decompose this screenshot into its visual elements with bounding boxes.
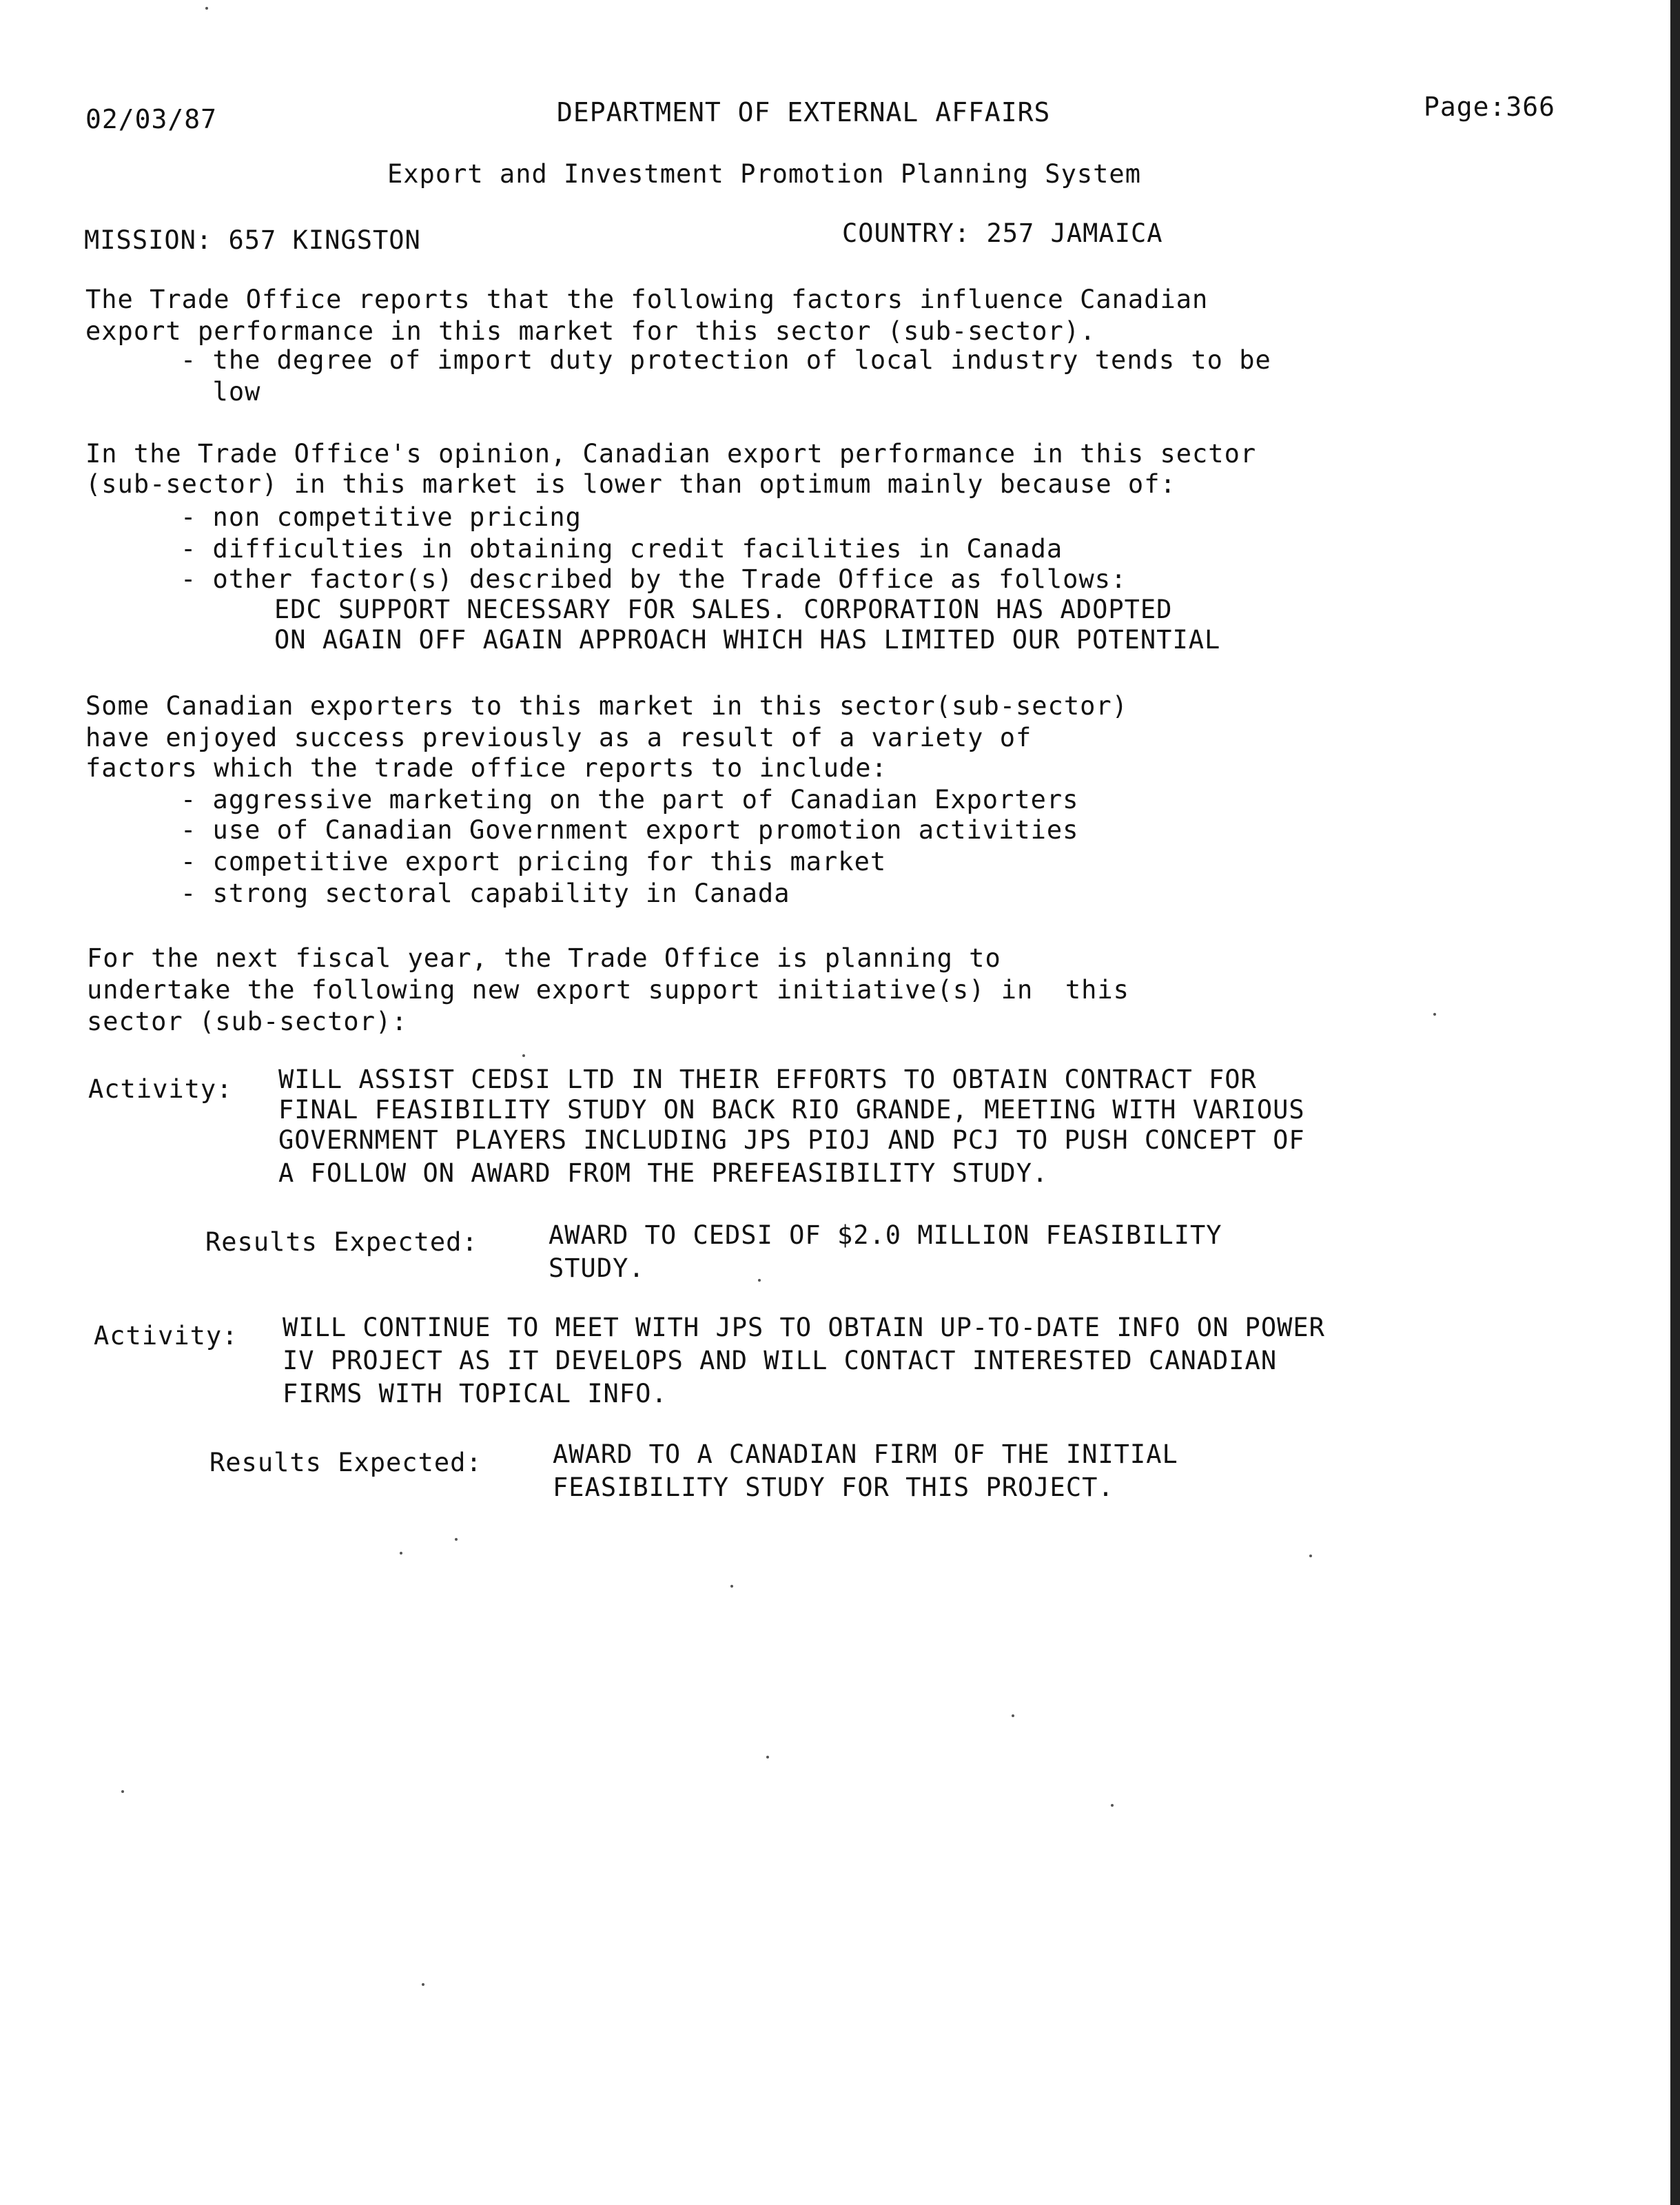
activity-line: GOVERNMENT PLAYERS INCLUDING JPS PIOJ AND PCJ TO PUSH CONCEPT OF bbox=[278, 1125, 1305, 1155]
scan-speck bbox=[1012, 1714, 1014, 1717]
results-line: FEASIBILITY STUDY FOR THIS PROJECT. bbox=[553, 1473, 1114, 1502]
mission-label: MISSION: 657 KINGSTON bbox=[84, 225, 421, 255]
section4-line: undertake the following new export support initiative(s) in this bbox=[87, 975, 1129, 1005]
activity-line: A FOLLOW ON AWARD FROM THE PREFEASIBILITY STUDY. bbox=[278, 1158, 1049, 1188]
section3-line: factors which the trade office reports to include: bbox=[85, 753, 888, 783]
results-line: AWARD TO CEDSI OF $2.0 MILLION FEASIBILITY bbox=[549, 1220, 1222, 1250]
scan-speck bbox=[1111, 1804, 1114, 1807]
section2-line: In the Trade Office's opinion, Canadian export performance in this sector bbox=[85, 439, 1257, 469]
system-title: Export and Investment Promotion Planning System bbox=[387, 159, 1141, 189]
department-title: DEPARTMENT OF EXTERNAL AFFAIRS bbox=[557, 97, 1051, 127]
scan-speck bbox=[522, 1054, 525, 1057]
activity-line: IV PROJECT AS IT DEVELOPS AND WILL CONTACT INTERESTED CANADIAN bbox=[283, 1346, 1278, 1375]
results-label: Results Expected: bbox=[205, 1227, 478, 1257]
page-number: Page:366 bbox=[1424, 92, 1556, 122]
section2-item: - difficulties in obtaining credit facilities in Canada bbox=[181, 534, 1063, 564]
activity-line: WILL CONTINUE TO MEET WITH JPS TO OBTAIN UP-TO-DATE INFO ON POWER bbox=[283, 1313, 1325, 1342]
section1-line: The Trade Office reports that the following factors influence Canadian bbox=[85, 285, 1209, 314]
section1-item: - the degree of import duty protection of local industry tends to be bbox=[181, 345, 1271, 375]
section1-item: low bbox=[181, 377, 261, 407]
section2-line: (sub-sector) in this market is lower than optimum mainly because of: bbox=[85, 469, 1176, 499]
activity-line: WILL ASSIST CEDSI LTD IN THEIR EFFORTS TO OBTAIN CONTRACT FOR bbox=[278, 1065, 1257, 1094]
activity-line: FIRMS WITH TOPICAL INFO. bbox=[283, 1379, 668, 1408]
section2-other-line: ON AGAIN OFF AGAIN APPROACH WHICH HAS LIMITED OUR POTENTIAL bbox=[274, 625, 1221, 655]
section3-item: - competitive export pricing for this market bbox=[181, 847, 887, 876]
scan-speck bbox=[205, 7, 208, 10]
section4-line: sector (sub-sector): bbox=[87, 1007, 408, 1036]
activity-line: FINAL FEASIBILITY STUDY ON BACK RIO GRANDE, MEETING WITH VARIOUS bbox=[278, 1095, 1305, 1125]
section4-line: For the next fiscal year, the Trade Office is planning to bbox=[87, 943, 1001, 973]
scan-speck bbox=[455, 1538, 458, 1541]
section2-other-line: EDC SUPPORT NECESSARY FOR SALES. CORPORATION HAS ADOPTED bbox=[274, 595, 1173, 624]
scan-speck bbox=[730, 1585, 733, 1588]
section2-item: - other factor(s) described by the Trade Office as follows: bbox=[181, 564, 1127, 594]
scan-speck bbox=[766, 1756, 769, 1758]
results-line: AWARD TO A CANADIAN FIRM OF THE INITIAL bbox=[553, 1439, 1178, 1469]
activity-label: Activity: bbox=[88, 1074, 233, 1104]
scan-speck bbox=[758, 1279, 761, 1282]
section3-item: - use of Canadian Government export promotion activities bbox=[181, 815, 1079, 845]
section3-item: - aggressive marketing on the part of Canadian Exporters bbox=[181, 785, 1079, 814]
results-line: STUDY. bbox=[549, 1253, 645, 1283]
scan-speck bbox=[1433, 1013, 1436, 1016]
scan-speck bbox=[121, 1790, 124, 1793]
section1-line: export performance in this market for this sector (sub-sector). bbox=[85, 316, 1096, 346]
scan-speck bbox=[1309, 1555, 1312, 1557]
activity-label: Activity: bbox=[94, 1321, 238, 1351]
section3-line: have enjoyed success previously as a result of a variety of bbox=[85, 723, 1032, 752]
country-label: COUNTRY: 257 JAMAICA bbox=[842, 218, 1163, 248]
section3-line: Some Canadian exporters to this market in this sector(sub-sector) bbox=[85, 691, 1128, 721]
section3-item: - strong sectoral capability in Canada bbox=[181, 879, 790, 908]
results-label: Results Expected: bbox=[209, 1448, 482, 1477]
section2-item: - non competitive pricing bbox=[181, 502, 582, 532]
report-date: 02/03/87 bbox=[85, 104, 218, 134]
scan-speck bbox=[422, 1983, 424, 1986]
scan-speck bbox=[400, 1552, 402, 1555]
scan-edge bbox=[1670, 0, 1680, 2205]
